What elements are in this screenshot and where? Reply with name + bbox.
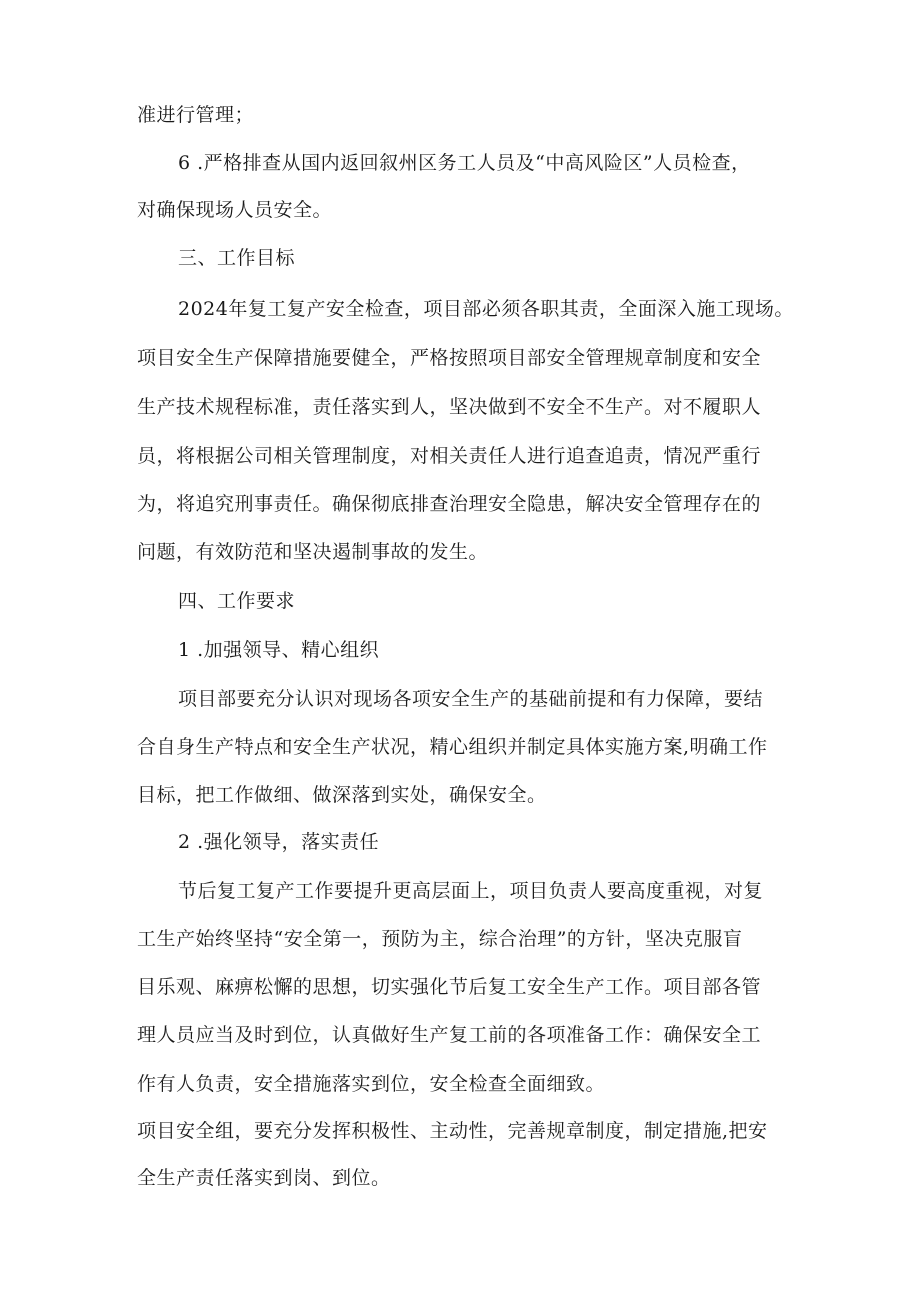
paragraph-line: 员，将根据公司相关管理制度，对相关责任人进行追查追责，情况严重行 [137,445,762,467]
paragraph-line: 生产技术规程标准，责任落实到人，坚决做到不安全不生产。对不履职人 [137,396,762,418]
paragraph-line: 节后复工复产工作要提升更高层面上，项目负责人要高度重视，对复 [178,880,764,902]
paragraph-line: 对确保现场人员安全。 [137,199,333,221]
paragraph-line: 作有人负责，安全措施落实到位，安全检查全面细致。 [137,1073,606,1095]
paragraph-line: 项目安全组，要充分发挥积极性、主动性，完善规章制度，制定措施,把安 [137,1120,768,1142]
paragraph-line: 项目安全生产保障措施要健全，严格按照项目部安全管理规章制度和安全 [137,347,762,369]
paragraph-line: 2024年复工复产安全检查，项目部必须各职其责，全面深入施工现场。 [178,298,794,320]
paragraph-line: 问题，有效防范和坚决遏制事故的发生。 [137,541,489,563]
list-item-6: 6 .严格排查从国内返回叙州区务工人员及“中高风险区”人员检查， [178,152,751,174]
paragraph-line: 工生产始终坚持“安全第一，预防为主，综合治理”的方针，坚决克服盲 [137,928,743,950]
paragraph-line: 准进行管理； [137,104,255,126]
paragraph-line: 目标，把工作做细、做深落到实处，确保安全。 [137,784,547,806]
subheading-1: 1 .加强领导、精心组织 [178,639,380,661]
section-heading-goals: 三、工作目标 [178,247,296,269]
paragraph-line: 理人员应当及时到位，认真做好生产复工前的各项准备工作：确保安全工 [137,1024,762,1046]
paragraph-line: 合自身生产特点和安全生产状况，精心组织并制定具体实施方案,明确工作 [137,736,768,758]
subheading-2: 2 .强化领导，落实责任 [178,831,380,853]
paragraph-line: 全生产责任落实到岗、到位。 [137,1167,391,1189]
paragraph-line: 项目部要充分认识对现场各项安全生产的基础前提和有力保障，要结 [178,688,764,710]
paragraph-line: 目乐观、麻痹松懈的思想，切实强化节后复工安全生产工作。项目部各管 [137,976,762,998]
section-heading-requirements: 四、工作要求 [178,590,296,612]
paragraph-line: 为，将追究刑事责任。确保彻底排查治理安全隐患，解决安全管理存在的 [137,493,762,515]
